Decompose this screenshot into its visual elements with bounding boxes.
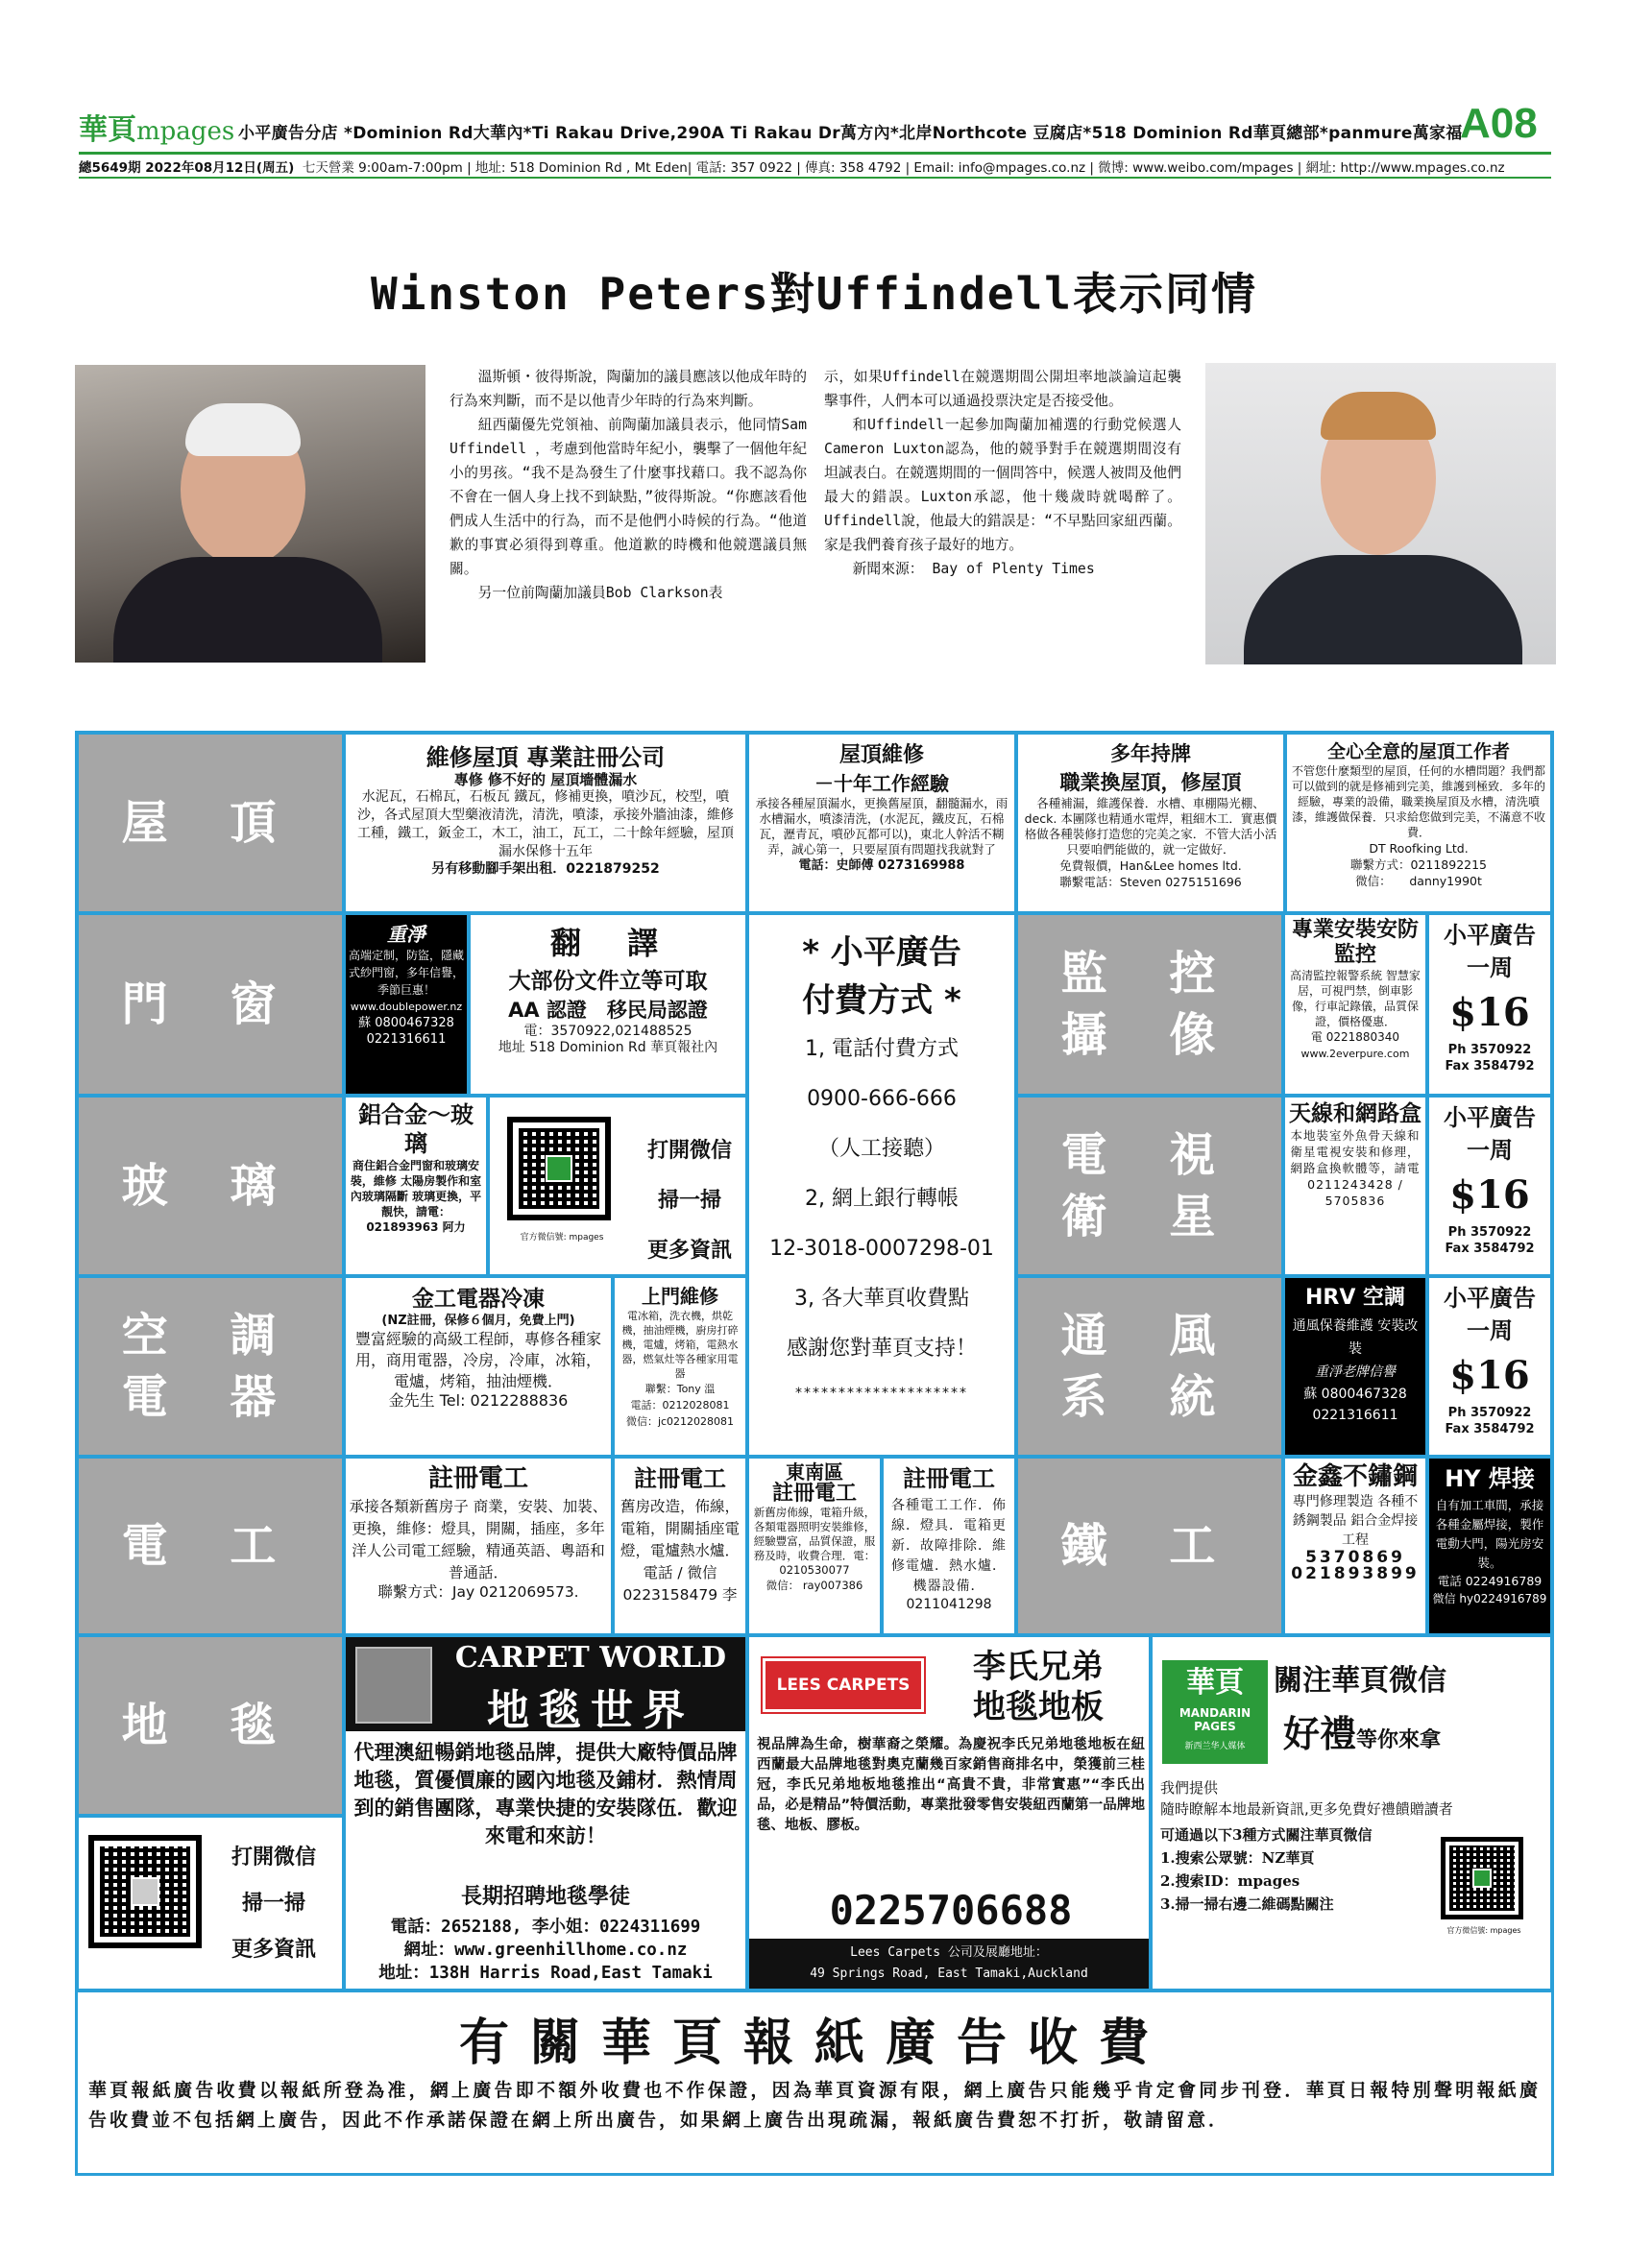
category-aircon: 空 調 電 器 bbox=[77, 1276, 344, 1457]
ad-aluminium-glass: 鋁合金～玻璃 商住鋁合金門窗和玻璃安裝，維修 太陽房製作和室內玻璃隔斷 玻璃更換，平靚快，請電：021893963 阿力 bbox=[344, 1096, 488, 1276]
footer-divider bbox=[77, 1991, 1552, 1992]
qr-instructions: 打開微信 掃一掃 更多資訊 bbox=[646, 1139, 732, 1263]
ad-electrician-southeast: 東南區 註冊電工 新舊房佈線，電箱升級，各類電器照明安裝維修，經驗豐富，品質保證，服務及時，收費合理．電：0210530077 微信： ray007386 bbox=[747, 1457, 882, 1635]
ad-wechat-follow: 華頁 MANDARIN PAGES 新西兰华人媒体 關注華頁微信 好禮等你來拿 我們提供 隨時瞭解本地最新資訊,更多免費好禮饋贈讀者 可通過以下3種方式關注華頁微信 1.搜索公眾號：NZ華頁 2.搜索ID：mpages 3.掃一掃右邊二維碼點關注 官方微信號: mpages bbox=[1151, 1635, 1552, 1991]
footer-title: 有關華頁報紙廣告收費 bbox=[458, 2015, 1170, 2072]
page-number: A08 bbox=[1460, 100, 1538, 147]
photo-sam-uffindell bbox=[1205, 363, 1556, 664]
ad-roof-registered: 維修屋頂 專業註冊公司 專修 修不好的 屋頂墻體漏水 水泥瓦，石棉瓦，石板瓦 鐵瓦，修補更換，噴沙瓦，校型，噴沙，各式屋頂大型藥液清洗，清洗，噴漆，承接外牆油漆，維修工種，鐵工，鈑金工，木工，油工，瓦工，二十餘年經驗，屋頂漏水保修十五年 另有移動腳手架出租．0221879252 bbox=[344, 733, 747, 913]
ad-weekly-price-3: 小平廣告一周 $16 Ph 3570922 Fax 3584792 bbox=[1427, 1276, 1552, 1457]
ad-home-repair: 上門維修 電冰箱，洗衣機，烘乾機，抽油煙機，廚房打碎機，電爐，烤箱，電熱水器，燃氣灶等各種家用電器 聯繫：Tony 溫 電話：0212028081 微信：jc0212028081 bbox=[613, 1276, 747, 1457]
photo-winston-peters bbox=[75, 365, 425, 663]
ad-weekly-price-1: 小平廣告一周 $16 Ph 3570922 Fax 3584792 bbox=[1427, 913, 1552, 1096]
ad-wechat-qr-1 bbox=[488, 1096, 747, 1276]
category-tv-satellite: 電 視 衛 星 bbox=[1016, 1096, 1283, 1276]
ad-wechat-qr-2 bbox=[77, 1816, 344, 1991]
ad-roof-dt-roofking: 全心全意的屋頂工作者 不管您什麼類型的屋頂，任何的水槽問題？我們都可以做到的就是修補到完美，維護到極致．多年的經驗，專業的設備，職業換屋頂及水槽，清洗噴漆，維護做保養．只求給您做到完美，不滿意不收費． DT Roofking Ltd. 聯繫方式：0211892215 微信： danny1990t bbox=[1285, 733, 1552, 913]
ad-payment-methods: * 小平廣告 付費方式 * 1, 電話付費方式 0900-666-666 （人工接聽） 2, 網上銀行轉帳 12-3018-0007298-01 3, 各大華頁收費點 感謝您對華頁支持！ ******************** bbox=[747, 913, 1016, 1457]
category-carpet: 地 毯 bbox=[77, 1635, 344, 1816]
ad-roof-licensed: 多年持牌 職業換屋頂，修屋頂 各種補漏，維護保養．水槽、車棚陽光棚、deck. 本團隊也精通水電焊，粗細木工．實惠價格做各種裝修打造您的完美之家．不管大活小活只要咱們能做的，就一定做好． 免費報價，Han&Lee homes ltd. 聯繫電話：Steven 0275151696 bbox=[1016, 733, 1285, 913]
ad-electrician-4: 註冊電工 各種電工工作．佈線．燈具．電箱更新．故障排除．維修電爐．熱水爐．機器設備． 0211041298 bbox=[882, 1457, 1016, 1635]
footer-notice: 華頁報紙廣告收費以報紙所登為准，網上廣告即不額外收費也不作保證，因為華頁資源有限，網上廣告只能幾乎肯定會同步刊登．華頁日報特別聲明報紙廣告收費並不包括網上廣告，因此不作承諾保證在網上所出廣告，如果網上廣告出現疏漏，報紙廣告費恕不打折，敬請留意． bbox=[88, 2080, 1541, 2131]
header-info: 總5649期 2022年08月12日(周五) 七天營業 9:00am-7:00pm | 地址: 518 Dominion Rd , Mt Eden| 電話: 357 0922 | 傳真: 358 4792 | Email: info@mpages.co.nz | 微博: www.weibo.com/mpages | 網址: http://www.mpages.co.nz bbox=[79, 160, 1505, 176]
ad-hy-welding: HY 焊接 自有加工車間，承接各種金屬焊接，製作電動大門，陽光房安裝。 電話 0224916789 微信 hy0224916789 bbox=[1427, 1457, 1552, 1635]
qr-instructions-2: 打開微信 掃一掃 更多資訊 bbox=[231, 1846, 316, 1962]
branch-addresses: 小平廣告分店 *Dominion Rd大華內*Ti Rakau Drive,290A Ti Rakau Dr萬方內*北岸Northcote 豆腐店*518 Dominion Rd華頁總部*panmure萬家福 bbox=[238, 124, 1463, 143]
article-title: Winston Peters對Uffindell表示同情 bbox=[371, 268, 1257, 320]
ad-security-install: 專業安裝安防監控 高清監控報警系統 智慧家居，可視門禁，倒車影像，行車記錄儀，品質保證，價格優惠． 電 0221880340 www.2everpure.com bbox=[1283, 913, 1427, 1096]
ad-roof-repair: 屋頂維修 －十年工作經驗 承接各種屋頂漏水，更換舊屋頂，翻髓漏水，雨水槽漏水，噴漆清洗，(水泥瓦，鐵皮瓦，石棉瓦，瀝青瓦，噴砂瓦都可以)，東北人幹活不糊弄，誠心第一，只要屋頂有問題找我就對了 電話：史師傅 0273169988 bbox=[747, 733, 1016, 913]
article-column-1: 溫斯頓・彼得斯說，陶蘭加的議員應該以他成年時的行為來判斷，而不是以他青少年時的行為來判斷。 紐西蘭優先党領袖、前陶蘭加議員表示，他同情Sam Uffindell ，考慮到他當時年紀小，襲擊了一個他年紀小的男孩。“我不是為發生了什麼事找藉口。我不認為你不會在一個人身上找不到缺點，”彼得斯說。“你應該看他們成人生活中的行為，而不是他們小時候的行為。“他道歉的事實必須得到尊重。他道歉的時機和他競選議員無關。 另一位前陶蘭加議員Bob Clarkson表 bbox=[450, 369, 807, 601]
ad-stainless-steel: 金鑫不鏽鋼 專門修理製造 各種不銹鋼製品 鋁合金焊接工程 5370869 021893899 bbox=[1283, 1457, 1427, 1635]
ad-appliance-repair: 金工電器冷凍 (NZ註冊，保修６個月，免費上門) 豐富經驗的高級工程師，專修各種家用，商用電器，冷房，冷庫，冰箱，電爐，烤箱，抽油煙機． 金先生 Tel: 0212288836 bbox=[344, 1276, 613, 1457]
ad-electrician-jay: 註冊電工 承接各類新舊房子 商業，安裝、加裝、更換，維修：燈具，開關，插座，多年洋人公司電工經驗，精通英語、粵語和普通話． 聯繫方式：Jay 0212069573. bbox=[344, 1457, 613, 1635]
ad-antenna: 天線和網路盒 本地裝室外魚骨天線和衛星電視安裝和修理，網路盒換軟體等，請電 0211243428 / 5705836 bbox=[1283, 1096, 1427, 1276]
header-rule-2 bbox=[79, 177, 1551, 179]
carpet-logo-icon bbox=[355, 1647, 432, 1724]
ad-double-power: 重淨 高端定制，防盜，隱藏式紗門窗，多年信譽，季節巨惠！ www.doublepower.nz 蘇 0800467328 0221316611 bbox=[344, 913, 469, 1096]
category-door-window: 門 窗 bbox=[77, 913, 344, 1096]
qr-code-icon[interactable] bbox=[507, 1117, 611, 1220]
ad-hrv-aircon: HRV 空調 通風保養維護 安裝改裝 重淨老牌信譽 蘇 0800467328 0221316611 bbox=[1283, 1276, 1427, 1457]
category-ironwork: 鐵 工 bbox=[1016, 1457, 1283, 1635]
article-column-2: 示，如果Uffindell在競選期間公開坦率地談論這起襲擊事件，人們本可以通過投票決定是否接受他。 和Uffindell一起參加陶蘭加補選的行動党候選人Cameron Luxton認為，他的競爭對手在競選期間沒有坦誠表白。在競選期間的一個問答中，候選人被問及他們最大的錯誤。Luxton承認，他十幾歲時就喝醉了。Uffindell說，他最大的錯誤是：“不早點回家紐西蘭。家是我們養育孩子最好的地方。 新聞來源： Bay of Plenty Times bbox=[824, 369, 1181, 577]
category-cctv: 監 控 攝 像 bbox=[1016, 913, 1283, 1096]
ad-translation: 翻 譯 大部份文件立等可取 AA 認證 移民局認證 電：3570922,021488525 地址 518 Dominion Rd 華頁報社內 bbox=[469, 913, 747, 1096]
ad-weekly-price-2: 小平廣告一周 $16 Ph 3570922 Fax 3584792 bbox=[1427, 1096, 1552, 1276]
ad-lees-carpets: LEES CARPETS 李氏兄弟 地毯地板 視品牌為生命，樹華裔之榮耀。為慶祝李氏兄弟地毯地板在紐西蘭最大品牌地毯對奧克蘭幾百家銷售商排名中，榮獲前三桂冠，李氏兄弟地板地毯推出“高貴不貴，非常實惠”“李氏出品，必是精品”特價活動，專業批發零售安裝紐西蘭第一品牌地毯、地板、膠板。 0225706688 Lees Carpets 公司及展廳地址： 49 Springs Road, East Tamaki,Auckland bbox=[747, 1635, 1151, 1991]
category-roof: 屋 頂 bbox=[77, 733, 344, 913]
lees-logo: LEES CARPETS bbox=[763, 1658, 924, 1712]
category-ventilation: 通 風 系 統 bbox=[1016, 1276, 1283, 1457]
header-rule bbox=[79, 152, 1551, 155]
qr-code-icon[interactable] bbox=[1441, 1837, 1523, 1919]
ad-electrician-lee: 註冊電工 舊房改造，佈線，電箱，開關插座電燈，電爐熱水爐．電話 / 微信 0223158479 李 bbox=[613, 1457, 747, 1635]
logo: 華頁mpages bbox=[79, 113, 235, 147]
ad-carpet-world: CARPET WORLD 地毯世界 代理澳紐暢銷地毯品牌，提供大廠特價品牌地毯，質優價廉的國內地毯及鋪材．熱情周到的銷售團隊，專業快捷的安裝隊伍．歡迎來電和來訪！ 長期招聘地毯學徒 電話：2652188, 李小姐：0224311699 網址：www.greenhillhome.co.nz 地址：138H Harris Road,East Tamaki bbox=[344, 1635, 747, 1991]
mpages-logo: 華頁 MANDARIN PAGES 新西兰华人媒体 bbox=[1162, 1660, 1268, 1764]
qr-code-icon[interactable] bbox=[88, 1835, 202, 1948]
category-glass: 玻 璃 bbox=[77, 1096, 344, 1276]
qr-caption: 官方微信號: mpages bbox=[520, 1233, 604, 1243]
category-electrician: 電 工 bbox=[77, 1457, 344, 1635]
